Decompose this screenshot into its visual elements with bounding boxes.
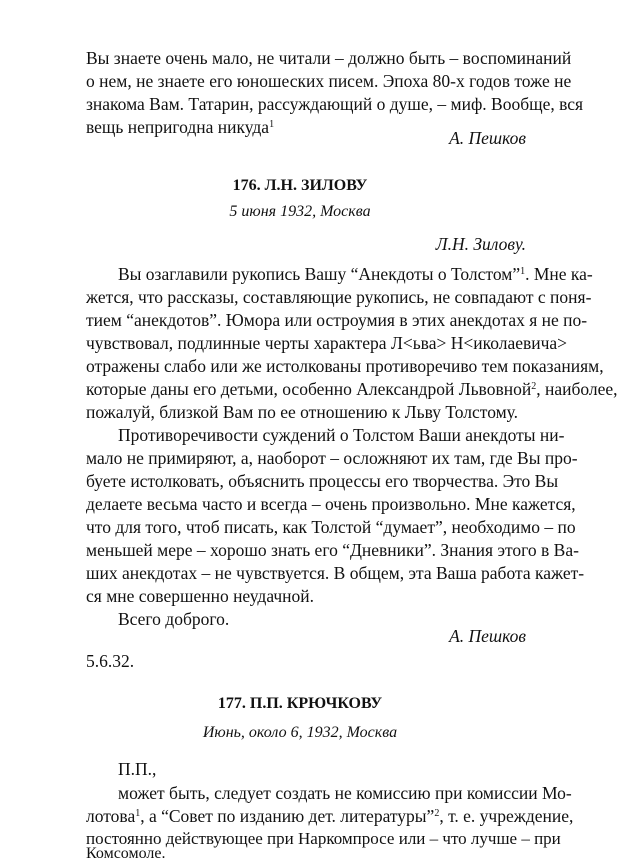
text-line: лотова$^1$, а “Совет по изданию дет. литературы”$^2$, т. е. учреждение, [86, 806, 574, 826]
text-line: Противоречивости суждений о Толстом Ваши анекдоты ни- [118, 425, 565, 445]
text-line: чувствовал, подлинные черты характера Л<ьва> Н<иколаевича> [86, 333, 568, 353]
text-line: делаете весьма часто и всегда – очень произвольно. Мне кажется, [86, 494, 576, 514]
text-line: пожалуй, близкой Вам по ее отношению к Льву Толстому. [86, 402, 519, 422]
text-line: отражены слабо или же истолкованы противоречиво тем показаниям, [86, 356, 604, 376]
text-line: постоянно действующее при Наркомпросе или – что лучше – при [86, 829, 561, 848]
text-line: вещь непригодна никуда$^1$ [86, 117, 275, 137]
dateline: Июнь, около 6, 1932, Москва [202, 724, 398, 741]
footnote-ref: 1 [520, 266, 526, 277]
text-line: знакома Вам. Татарин, рассуждающий о душе, – миф. Вообще, вся [86, 94, 584, 114]
text-line: Вы озаглавили рукопись Вашу “Анекдоты о Толстом”$^1$. Мне ка- [118, 264, 593, 284]
text-line: что для того, чтоб писать, как Толстой “думает”, необходимо – по [86, 517, 576, 537]
footnote-ref: 1 [269, 119, 275, 130]
text-line: мало не примиряют, а, наоборот – осложняют их там, где Вы про- [86, 448, 578, 468]
letter-heading: 176. Л.Н. ЗИЛОВУ [232, 177, 368, 194]
text-line: Вы знаете очень мало, не читали – должно быть – воспоминаний [86, 48, 572, 68]
footnote-ref: 2 [531, 381, 537, 392]
text-line: которые даны его детьми, особенно Александрой Львовной$^2$, наиболее, [86, 379, 618, 399]
dateline: 5 июня 1932, Москва [229, 203, 371, 220]
text-line: меньшей мере – хорошо знать его “Дневники”. Знания этого в Ва- [86, 540, 579, 560]
letter-heading: 177. П.П. КРЮЧКОВУ [217, 695, 383, 712]
signature: А. Пешков [449, 128, 526, 148]
letter-date: 5.6.32. [86, 651, 135, 671]
closing: Всего доброго. [118, 609, 230, 629]
addressee: Л.Н. Зилову. [435, 234, 526, 254]
text-line: ся мне совершенно неудачной. [86, 586, 315, 606]
salutation: П.П., [118, 759, 157, 779]
text-line: буете истолковать, объяснить процессы его творчества. Это Вы [86, 471, 559, 491]
text-line: жется, что рассказы, составляющие рукопись, не совпадают с поня- [86, 287, 592, 307]
text-line: может быть, следует создать не комиссию при комиссии Мо- [118, 783, 572, 803]
text-line: Комсомоле. [86, 845, 166, 862]
text-line: о нем, не знаете его юношеских писем. Эпоха 80-х годов тоже не [86, 71, 572, 91]
signature: А. Пешков [449, 626, 526, 646]
text-line: ших анекдотах – не чувствуется. В общем, эта Ваша работа кажет- [86, 563, 585, 583]
footnote-ref: 1 [135, 808, 141, 819]
text-line: тием “анекдотов”. Юмора или остроумия в этих анекдотах я не по- [86, 310, 588, 330]
footnote-ref: 2 [434, 808, 440, 819]
